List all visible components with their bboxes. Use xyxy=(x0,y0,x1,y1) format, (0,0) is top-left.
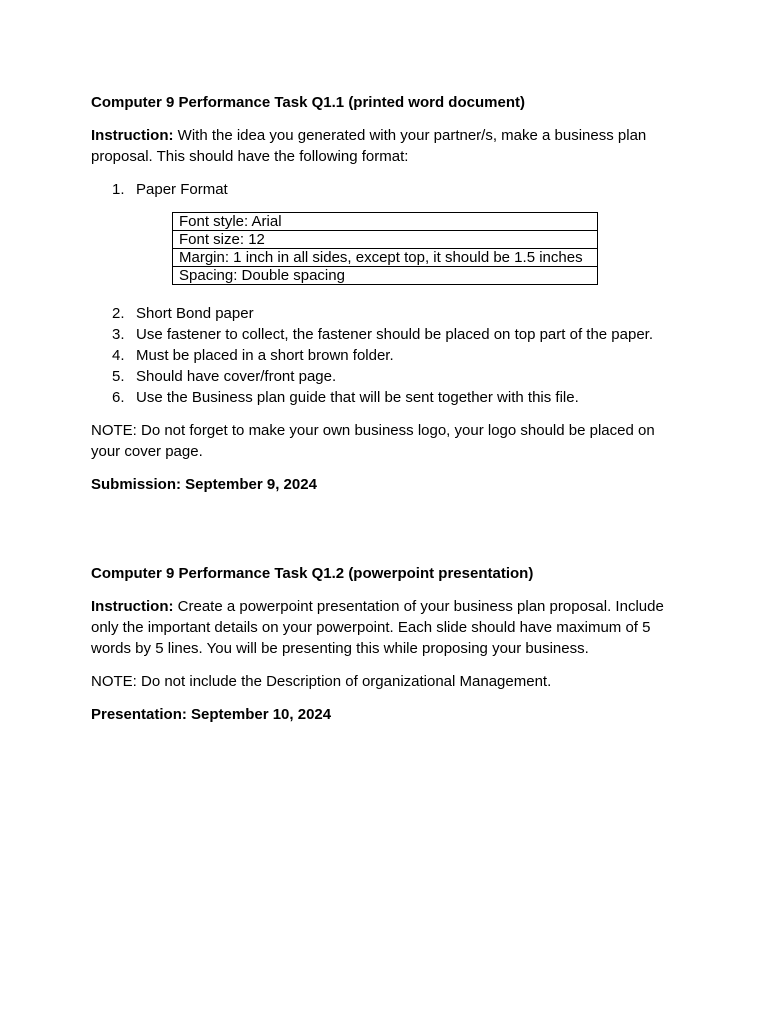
list-item xyxy=(91,345,681,366)
list-item-text: Use the Business plan guide that will be sent together with this file. xyxy=(136,389,579,406)
list-item-number: 3. xyxy=(112,326,125,343)
list-item xyxy=(91,324,681,345)
format-list-first xyxy=(91,179,681,200)
list-item-text: Use fastener to collect, the fastener should be placed on top part of the paper. xyxy=(136,326,654,343)
list-item-number: 6. xyxy=(112,389,125,406)
table-row xyxy=(173,249,598,267)
task2-presentation: Presentation: September 10, 2024 xyxy=(91,706,332,723)
list-item-text: Short Bond paper xyxy=(136,305,254,322)
task2-instruction xyxy=(91,596,681,659)
task1-note: NOTE: Do not forget to make your own business logo, your logo should be placed on your cover page. xyxy=(91,422,655,460)
document-page xyxy=(91,92,681,725)
task1-instruction xyxy=(91,125,681,167)
list-item-number: 4. xyxy=(112,347,125,364)
list-item-number: 1. xyxy=(112,181,125,198)
task2-instruction-label: Instruction: xyxy=(91,598,174,615)
table-cell-font-style: Font style: Arial xyxy=(173,213,598,231)
list-item xyxy=(91,387,681,408)
list-item-paper-format xyxy=(91,179,681,200)
table-row xyxy=(173,213,598,231)
task1-instruction-text: With the idea you generated with your partner/s, make a business plan proposal. This should have the following format: xyxy=(91,127,647,165)
list-item-number: 5. xyxy=(112,368,125,385)
task2-note: NOTE: Do not include the Description of organizational Management. xyxy=(91,673,552,690)
list-item-text: Paper Format xyxy=(136,181,228,198)
table-cell-spacing: Spacing: Double spacing xyxy=(173,267,598,285)
table-row xyxy=(173,231,598,249)
table-row xyxy=(173,267,598,285)
list-item xyxy=(91,303,681,324)
list-item xyxy=(91,366,681,387)
format-list-rest xyxy=(91,303,681,408)
task1-instruction-label: Instruction: xyxy=(91,127,174,144)
table-cell-font-size: Font size: 12 xyxy=(173,231,598,249)
list-item-number: 2. xyxy=(112,305,125,322)
task1-title: Computer 9 Performance Task Q1.1 (printed word document) xyxy=(91,94,525,111)
section-spacer xyxy=(91,495,681,563)
task2-title: Computer 9 Performance Task Q1.2 (powerpoint presentation) xyxy=(91,565,534,582)
paper-format-table xyxy=(172,212,598,285)
list-item-text: Should have cover/front page. xyxy=(136,368,337,385)
task1-submission: Submission: September 9, 2024 xyxy=(91,476,317,493)
task2-instruction-text: Create a powerpoint presentation of your business plan proposal. Include only the important details on your powerpoint. Each slide should have maximum of 5 words by 5 lines. You will be presenting this while proposing your business. xyxy=(91,598,664,657)
table-cell-margin: Margin: 1 inch in all sides, except top, it should be 1.5 inches xyxy=(173,249,598,267)
list-item-text: Must be placed in a short brown folder. xyxy=(136,347,394,364)
